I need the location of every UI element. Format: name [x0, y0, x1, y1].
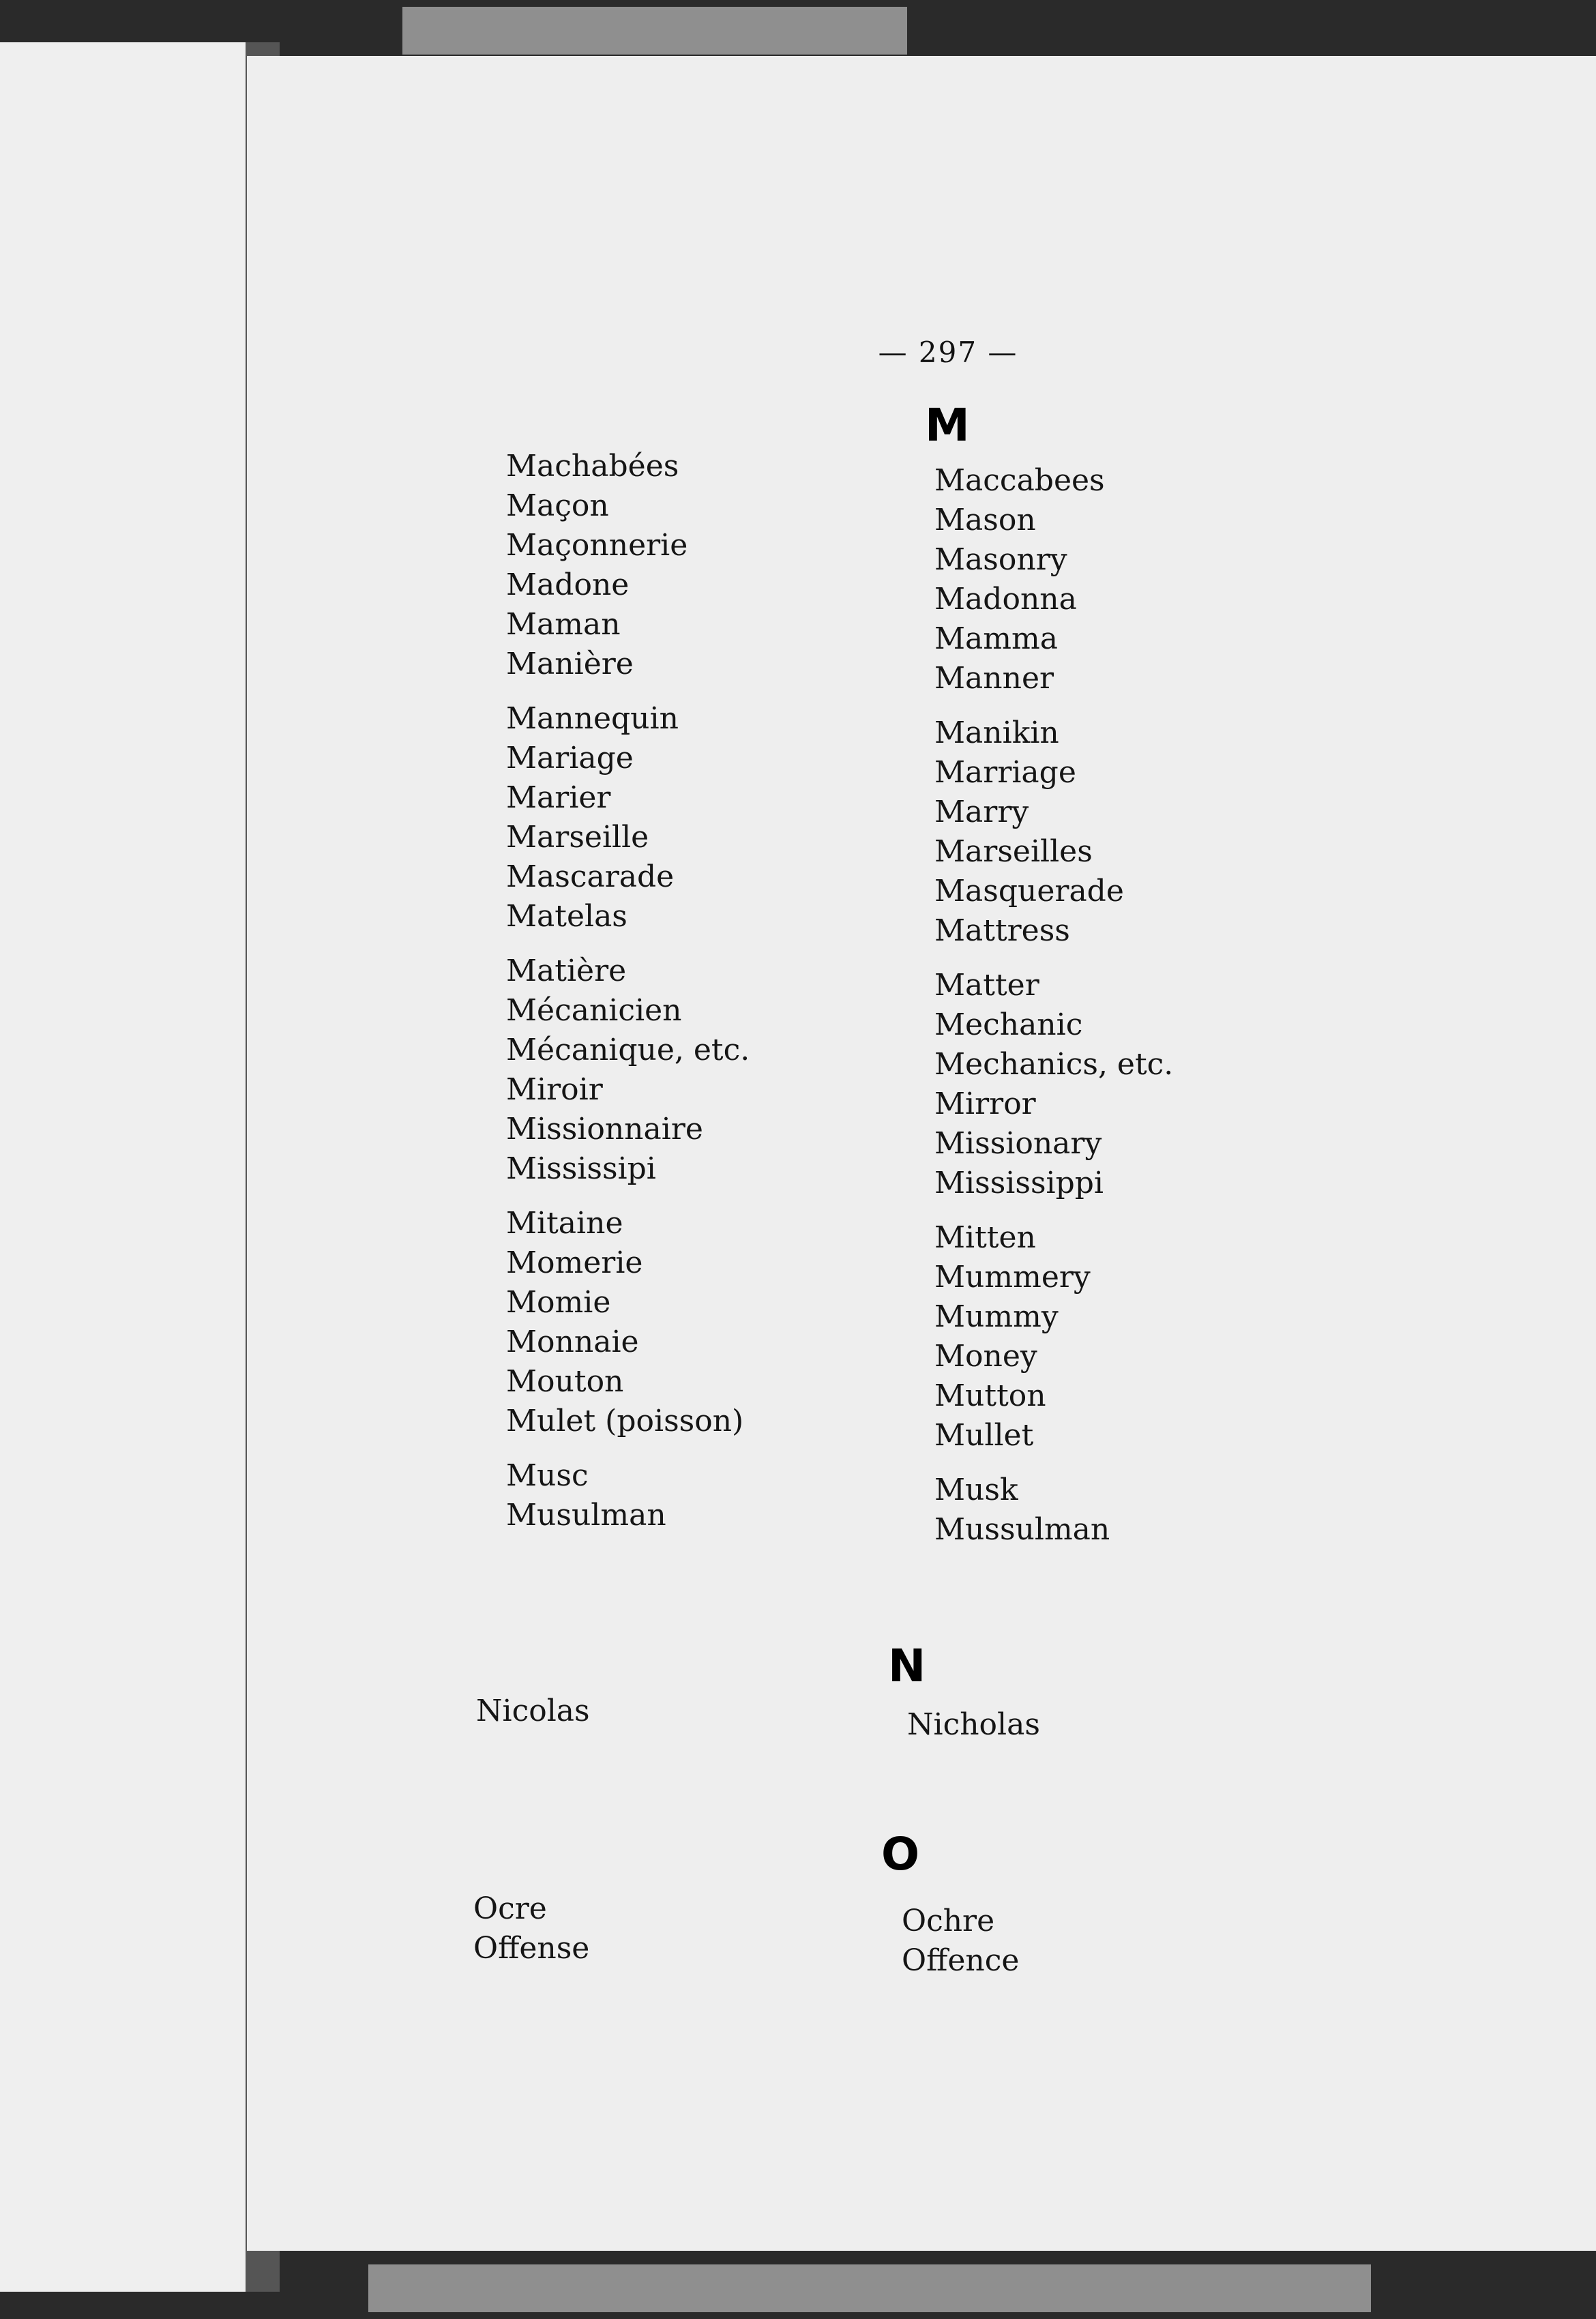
english-word: Mechanic	[934, 1007, 1083, 1042]
french-word: Maçonnerie	[506, 528, 688, 563]
english-word: Mechanics, etc.	[934, 1047, 1174, 1082]
section-letter-m: M	[925, 399, 970, 452]
english-word: Mamma	[934, 621, 1058, 656]
french-word: Mulet (poisson)	[506, 1404, 744, 1438]
english-word: Maccabees	[934, 463, 1105, 498]
french-word: Mississipi	[506, 1151, 656, 1186]
french-word: Matelas	[506, 899, 627, 934]
english-word: Madonna	[934, 582, 1077, 617]
english-word: Manikin	[934, 715, 1059, 750]
english-word: Marry	[934, 795, 1029, 829]
english-word: Ochre	[902, 1904, 995, 1938]
french-word: Monnaie	[506, 1325, 639, 1359]
english-word: Money	[934, 1339, 1037, 1374]
english-word: Mason	[934, 503, 1036, 537]
french-word: Nicolas	[476, 1694, 590, 1728]
french-word: Marier	[506, 780, 611, 815]
english-word: Mullet	[934, 1418, 1034, 1453]
french-word: Mariage	[506, 741, 634, 776]
english-word: Mirror	[934, 1087, 1036, 1121]
english-word: Masonry	[934, 542, 1067, 577]
section-letter-n: N	[888, 1640, 926, 1692]
left-page	[0, 42, 246, 2292]
english-list-m	[934, 461, 1173, 1550]
english-word: Mississippi	[934, 1166, 1104, 1200]
french-word: Maçon	[506, 488, 609, 523]
english-word: Marriage	[934, 755, 1076, 790]
english-word: Mummery	[934, 1260, 1091, 1295]
french-word: Matière	[506, 954, 627, 988]
english-word: Offence	[902, 1943, 1020, 1978]
french-word: Mannequin	[506, 701, 679, 736]
scan-bottom-band	[368, 2264, 1371, 2312]
english-word: Matter	[934, 968, 1039, 1003]
page-number: — 297 —	[878, 336, 1018, 369]
french-word: Miroir	[506, 1072, 603, 1107]
french-word: Mécanicien	[506, 993, 682, 1028]
french-word: Mitaine	[506, 1206, 623, 1241]
french-word: Momie	[506, 1285, 611, 1320]
english-word: Marseilles	[934, 834, 1093, 869]
english-list-o	[902, 1902, 1019, 1981]
english-word: Nicholas	[907, 1707, 1040, 1742]
english-list-n	[907, 1705, 1040, 1745]
english-word: Mummy	[934, 1299, 1059, 1334]
english-word: Mattress	[934, 913, 1070, 948]
french-word: Madone	[506, 567, 630, 602]
french-word: Musc	[506, 1458, 589, 1493]
french-word: Mouton	[506, 1364, 624, 1399]
english-word: Masquerade	[934, 874, 1124, 909]
french-word: Offense	[473, 1931, 590, 1966]
french-word: Marseille	[506, 820, 649, 855]
french-word: Machabées	[506, 449, 679, 484]
french-word: Mécanique, etc.	[506, 1033, 750, 1067]
french-word: Ocre	[473, 1891, 547, 1926]
french-word: Musulman	[506, 1498, 666, 1533]
section-letter-o: O	[881, 1828, 920, 1880]
english-word: Missionary	[934, 1126, 1102, 1161]
french-word: Maman	[506, 607, 621, 642]
scan-top-band	[402, 7, 907, 55]
french-word: Mascarade	[506, 859, 675, 894]
french-word: Missionnaire	[506, 1112, 703, 1147]
french-list-o	[473, 1889, 589, 1968]
english-word: Manner	[934, 661, 1054, 696]
french-word: Momerie	[506, 1245, 643, 1280]
french-list-m	[506, 447, 750, 1535]
french-list-n	[476, 1692, 590, 1731]
english-word: Mitten	[934, 1220, 1036, 1255]
english-word: Mussulman	[934, 1512, 1110, 1547]
french-word: Manière	[506, 647, 634, 681]
english-word: Musk	[934, 1473, 1018, 1507]
english-word: Mutton	[934, 1378, 1046, 1413]
